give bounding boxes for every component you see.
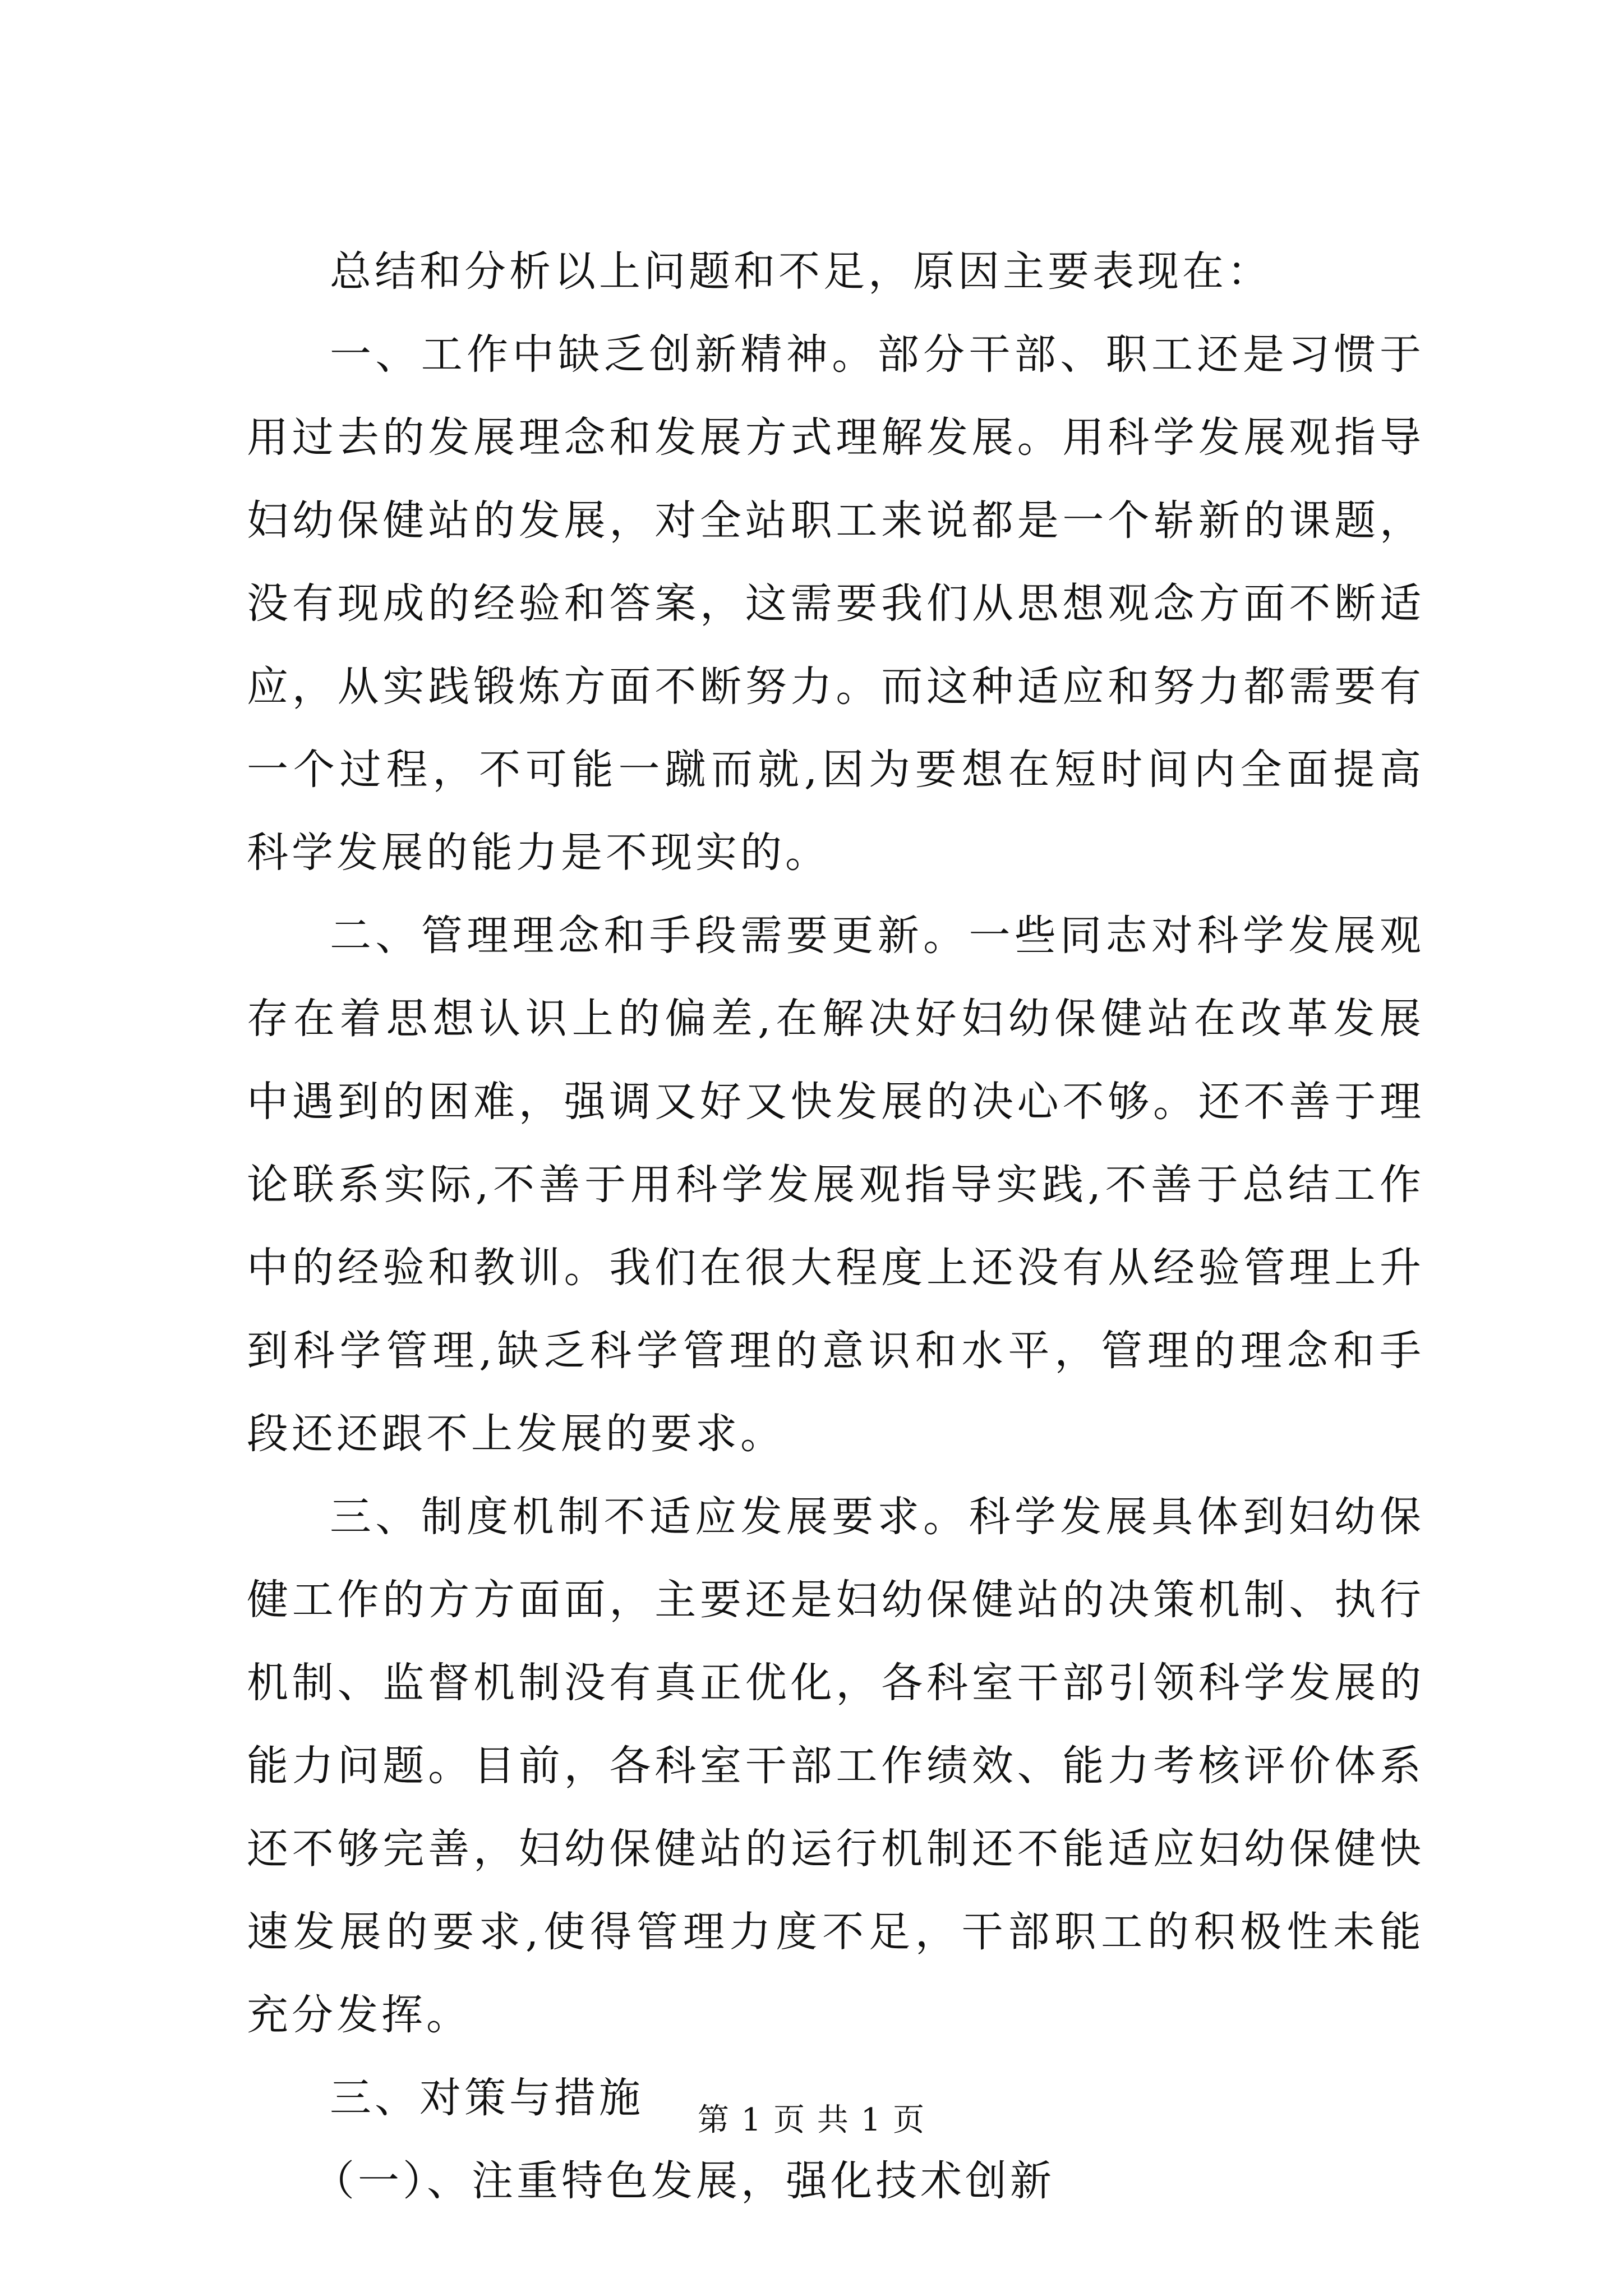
paragraph-management-concepts: 二、管理理念和手段需要更新。一些同志对科学发展观存在着思想认识上的偏差,在解决好妇幼保健站在改革发展中遇到的困难，强调又好又快发展的决心不够。还不善于理论联系实际,不善于用科学发展观指导实践,不善于总结工作中的经验和教训。我们在很大程度上还没有从经验管理上升到科学管理,缺乏科学管理的意识和水平，管理的理念和手段还还跟不上发展的要求。 [247,912,1424,1458]
document-body [247,230,1424,2223]
page-footer: 第 1 页 共 1 页 [697,2102,926,2138]
intro-paragraph: 总结和分析以上问题和不足，原因主要表现在： [330,247,1272,296]
paragraph-institutional-mechanisms: 三、制度机制不适应发展要求。科学发展具体到妇幼保健工作的方方面面，主要还是妇幼保健站的决策机制、执行机制、监督机制没有真正优化，各科室干部引领科学发展的能力问题。目前，各科室干部工作绩效、能力考核评价体系还不够完善，妇幼保健站的运行机制还不能适应妇幼保健快速发展的要求,使得管理力度不足，干部职工的积极性未能充分发挥。 [247,1493,1424,2039]
section-heading-countermeasures: 三、对策与措施 [330,2074,644,2122]
subsection-heading-1: （一）、注重特色发展，强化技术创新 [313,2157,1055,2205]
paragraph-lack-of-innovation: 一、工作中缺乏创新精神。部分干部、职工还是习惯于用过去的发展理念和发展方式理解发展。用科学发展观指导妇幼保健站的发展，对全站职工来说都是一个崭新的课题，没有现成的经验和答案，这需要我们从思想观念方面不断适应，从实践锻炼方面不断努力。而这种适应和努力都需要有一个过程，不可能一蹴而就,因为要想在短时间内全面提高科学发展的能力是不现实的。 [247,330,1424,877]
